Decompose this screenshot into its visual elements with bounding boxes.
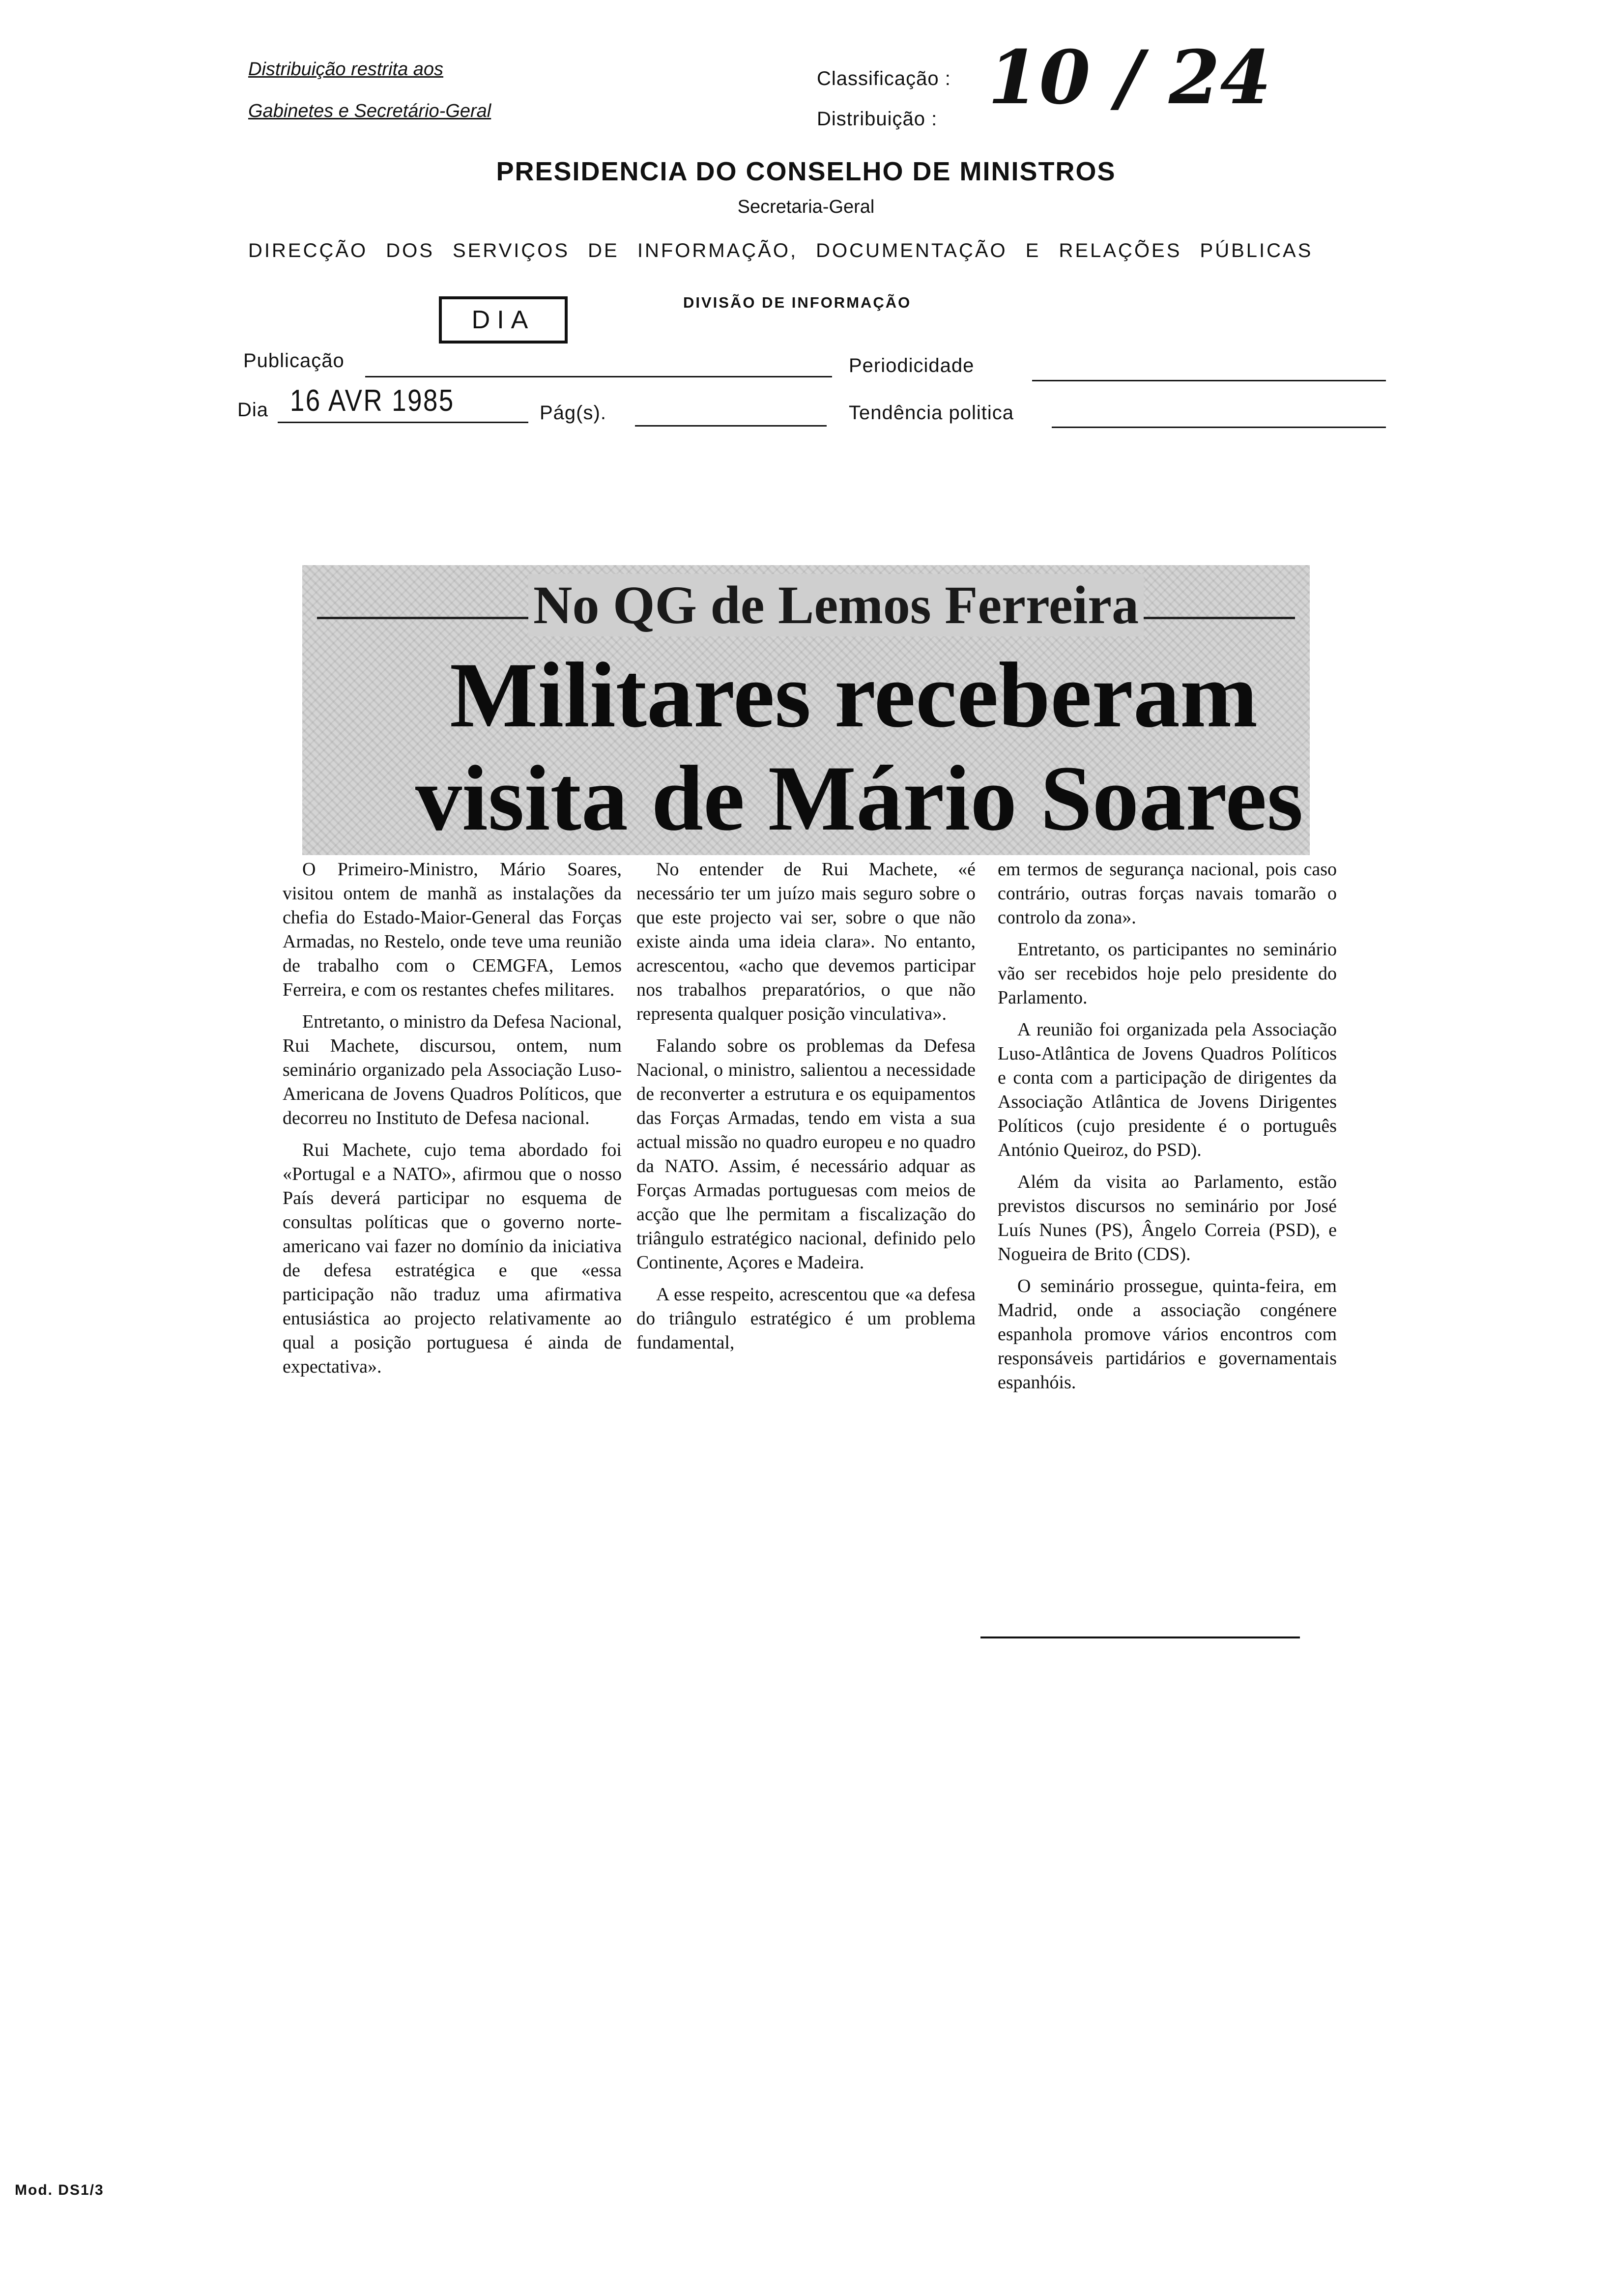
paragraph: No entender de Rui Machete, «é necessário ter um juízo mais seguro sobre o que este projecto vai ser, sobre o que não existe ainda uma ideia clara». No entanto, acrescentou, «acho que devemos participar nos trabalhos preparatórios, o que não representa qualquer posição vinculativa». — [636, 859, 976, 1024]
paragraph: Rui Machete, cujo tema abordado foi «Portugal e a NATO», afirmou que o nosso País deverá participar no esquema de consultas políticas que o governo norte-americano vai fazer no domínio da iniciativa de defesa estratégica e que «essa participação não traduz uma afirmativa entusiástica ao projecto relativamente ao qual a posição portuguesa é ainda de expectativa». — [283, 1140, 622, 1377]
dia-label: Dia — [237, 399, 269, 421]
publication-stamp: DIA — [439, 296, 568, 344]
kicker: No QG de Lemos Ferreira — [528, 574, 1144, 636]
article-end-rule — [980, 1636, 1300, 1638]
headline-line-2: visita de Mário Soares — [415, 747, 1303, 850]
classificacao-label: Classificação : — [817, 68, 951, 89]
periodicidade-label: Periodicidade — [849, 355, 975, 376]
distribuicao-label: Distribuição : — [817, 108, 938, 130]
dia-field-line — [278, 422, 528, 423]
date-stamp: 16 AVR 1985 — [290, 384, 455, 418]
headline-banner — [302, 565, 1310, 855]
article-column-2 — [636, 858, 976, 1363]
periodicidade-field-line — [1032, 380, 1386, 381]
tendencia-field-line — [1052, 427, 1386, 428]
article-column-3 — [998, 858, 1337, 1403]
paragraph: Falando sobre os problemas da Defesa Nacional, o ministro, salientou a necessidade de reconverter a estrutura e os equipamentos das Forças Armadas, tendo em vista a sua actual missão no quadro europeu e no quadro da NATO. Assim, é necessário adquar as Forças Armadas portuguesas com meios de acção que lhe permitam a fiscalização do triângulo estratégico nacional, definido pelo Continente, Açores e Madeira. — [636, 1035, 976, 1273]
paragraph: O Primeiro-Ministro, Mário Soares, visitou ontem de manhã as instalações da chefia do Estado-Maior-General das Forças Armadas, no Restelo, onde teve uma reunião de trabalho com o CEMGFA, Lemos Ferreira, e com os restantes chefes militares. — [283, 859, 622, 1000]
restriction-line-2: Gabinetes e Secretário-Geral — [248, 101, 491, 121]
institution-title: PRESIDENCIA DO CONSELHO DE MINISTROS — [496, 157, 1116, 186]
pags-field-line — [635, 425, 827, 427]
publicacao-field-line — [365, 376, 832, 377]
paragraph: Além da visita ao Parlamento, estão previstos discursos no seminário por José Luís Nunes (PS), Ângelo Correia (PSD), e Nogueira de Brito (CDS). — [998, 1172, 1337, 1264]
article-column-1 — [283, 858, 622, 1387]
secretariat-title: Secretaria-Geral — [737, 197, 875, 217]
paragraph: O seminário prossegue, quinta-feira, em Madrid, onde a associação congénere espanhola promove vários encontros com responsáveis partidários e governamentais espanhóis. — [998, 1276, 1337, 1393]
tendencia-label: Tendência politica — [849, 402, 1014, 424]
paragraph: Entretanto, o ministro da Defesa Nacional, Rui Machete, discursou, ontem, num seminário organizado pela Associação Luso-Americana de Jovens Quadros Políticos, que decorreu no Instituto de Defesa nacional. — [283, 1011, 622, 1128]
restriction-line-1: Distribuição restrita aos — [248, 59, 444, 80]
pags-label: Pág(s). — [540, 402, 606, 424]
headline-line-1: Militares receberam — [450, 644, 1258, 747]
form-code: Mod. DS1/3 — [15, 2182, 104, 2198]
paragraph: Entretanto, os participantes no seminário vão ser recebidos hoje pelo presidente do Parlamento. — [998, 939, 1337, 1008]
paragraph: em termos de segurança nacional, pois caso contrário, outras forças navais tomarão o controlo da zona». — [998, 859, 1337, 928]
paragraph: A esse respeito, acrescentou que «a defesa do triângulo estratégico é um problema fundamental, — [636, 1284, 976, 1353]
directorate-title: DIRECÇÃO DOS SERVIÇOS DE INFORMAÇÃO, DOCUMENTAÇÃO E RELAÇÕES PÚBLICAS — [248, 240, 1313, 261]
handwritten-classification: 10 / 24 — [988, 34, 1271, 121]
division-title: DIVISÃO DE INFORMAÇÃO — [683, 294, 912, 311]
publicacao-label: Publicação — [243, 350, 345, 372]
paragraph: A reunião foi organizada pela Associação Luso-Atlântica de Jovens Quadros Políticos e conta com a participação de dirigentes da Associação Atlântica de Jovens Dirigentes Políticos (cujo presidente é o português António Queiroz, do PSD). — [998, 1019, 1337, 1160]
